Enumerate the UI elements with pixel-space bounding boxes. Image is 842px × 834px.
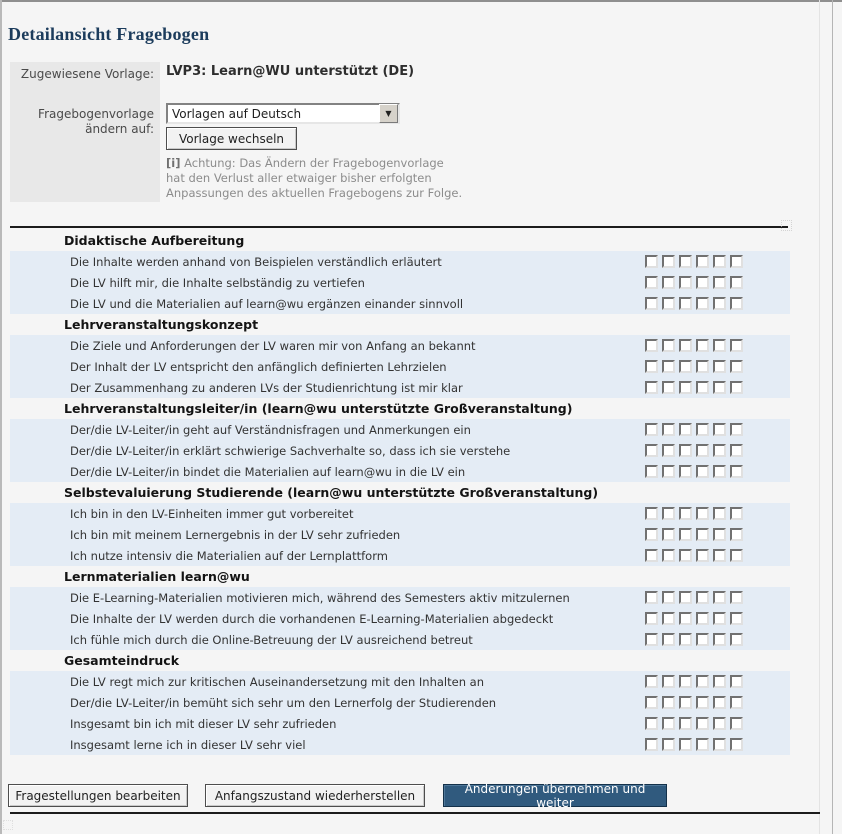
rating-checkbox[interactable] — [662, 465, 675, 478]
question-text: Die LV hilft mir, die Inhalte selbständig zu vertiefen — [70, 275, 365, 290]
rating-checkbox[interactable] — [679, 696, 692, 709]
rating-checkbox[interactable] — [679, 339, 692, 352]
rating-checkbox[interactable] — [730, 633, 743, 646]
rating-checkbox[interactable] — [645, 738, 658, 751]
question-row — [10, 356, 790, 377]
rating-checkbox[interactable] — [696, 717, 709, 730]
section-title: Gesamteindruck — [64, 653, 180, 668]
rating-checkbox[interactable] — [713, 465, 726, 478]
rating-checkbox[interactable] — [696, 255, 709, 268]
rating-checkbox[interactable] — [713, 381, 726, 394]
rating-checkbox[interactable] — [662, 255, 675, 268]
rating-checkbox[interactable] — [696, 675, 709, 688]
rating-checkbox[interactable] — [730, 339, 743, 352]
rating-checkbox[interactable] — [645, 255, 658, 268]
rating-checkbox[interactable] — [713, 738, 726, 751]
rating-checkbox[interactable] — [730, 444, 743, 457]
rating-checkbox[interactable] — [696, 612, 709, 625]
rating-checkbox-group — [645, 696, 743, 709]
rating-checkbox[interactable] — [730, 591, 743, 604]
rating-checkbox-group — [645, 528, 743, 541]
rating-checkbox[interactable] — [713, 444, 726, 457]
rating-checkbox[interactable] — [662, 360, 675, 373]
rating-checkbox[interactable] — [730, 297, 743, 310]
rating-checkbox[interactable] — [679, 255, 692, 268]
rating-checkbox[interactable] — [679, 381, 692, 394]
question-row — [10, 545, 790, 566]
question-text: Ich bin in den LV-Einheiten immer gut vorbereitet — [70, 506, 354, 521]
rating-checkbox[interactable] — [679, 528, 692, 541]
rating-checkbox[interactable] — [679, 465, 692, 478]
chevron-down-icon[interactable]: ▼ — [379, 104, 398, 123]
rating-checkbox-group — [645, 444, 743, 457]
question-text: Der/die LV-Leiter/in bindet die Materialien auf learn@wu in die LV ein — [70, 464, 466, 479]
rating-checkbox-group — [645, 738, 743, 751]
question-row — [10, 629, 790, 650]
rating-checkbox[interactable] — [730, 675, 743, 688]
rating-checkbox[interactable] — [696, 696, 709, 709]
rating-checkbox[interactable] — [713, 675, 726, 688]
rating-checkbox[interactable] — [679, 633, 692, 646]
rating-checkbox[interactable] — [679, 444, 692, 457]
question-row — [10, 419, 790, 440]
rating-checkbox[interactable] — [645, 696, 658, 709]
question-text: Die Ziele und Anforderungen der LV waren mir von Anfang an bekannt — [70, 338, 476, 353]
info-icon: [i] — [166, 156, 181, 170]
rating-checkbox[interactable] — [730, 717, 743, 730]
question-text: Der/die LV-Leiter/in geht auf Verständnisfragen und Anmerkungen ein — [70, 422, 471, 437]
rating-checkbox[interactable] — [696, 465, 709, 478]
rating-checkbox[interactable] — [662, 423, 675, 436]
table-top-divider — [10, 226, 788, 228]
rating-checkbox[interactable] — [696, 591, 709, 604]
section-title: Lernmaterialien learn@wu — [64, 569, 250, 584]
rating-checkbox[interactable] — [730, 360, 743, 373]
rating-checkbox[interactable] — [696, 339, 709, 352]
rating-checkbox[interactable] — [696, 276, 709, 289]
rating-checkbox[interactable] — [662, 276, 675, 289]
questionnaire-table — [10, 230, 790, 755]
question-text: Der Inhalt der LV entspricht den anfänglich definierten Lehrzielen — [70, 359, 447, 374]
rating-checkbox-group — [645, 423, 743, 436]
rating-checkbox[interactable] — [662, 696, 675, 709]
page-title: Detailansicht Fragebogen — [8, 24, 210, 45]
question-row — [10, 608, 790, 629]
rating-checkbox[interactable] — [662, 339, 675, 352]
rating-checkbox[interactable] — [662, 675, 675, 688]
rating-checkbox[interactable] — [645, 381, 658, 394]
question-row — [10, 335, 790, 356]
template-select[interactable] — [166, 103, 400, 124]
rating-checkbox-group — [645, 255, 743, 268]
table-bottom-divider — [10, 812, 820, 814]
rating-checkbox[interactable] — [730, 381, 743, 394]
rating-checkbox[interactable] — [713, 339, 726, 352]
question-row — [10, 734, 790, 755]
rating-checkbox[interactable] — [645, 297, 658, 310]
rating-checkbox[interactable] — [662, 507, 675, 520]
rating-checkbox[interactable] — [645, 360, 658, 373]
assigned-template-value: LVP3: Learn@WU unterstützt (DE) — [166, 64, 415, 79]
rating-checkbox[interactable] — [645, 549, 658, 562]
rating-checkbox[interactable] — [696, 381, 709, 394]
question-row — [10, 524, 790, 545]
rating-checkbox[interactable] — [713, 360, 726, 373]
rating-checkbox[interactable] — [730, 528, 743, 541]
rating-checkbox[interactable] — [679, 423, 692, 436]
section-title: Didaktische Aufbereitung — [64, 233, 245, 248]
rating-checkbox[interactable] — [662, 717, 675, 730]
question-text: Insgesamt lerne ich in dieser LV sehr viel — [70, 737, 306, 752]
rating-checkbox[interactable] — [713, 423, 726, 436]
rating-checkbox[interactable] — [662, 444, 675, 457]
question-text: Die LV und die Materialien auf learn@wu ergänzen einander sinnvoll — [70, 296, 464, 311]
section-header-row — [10, 230, 790, 251]
question-text: Die LV regt mich zur kritischen Auseinandersetzung mit den Inhalten an — [70, 674, 484, 689]
rating-checkbox[interactable] — [696, 549, 709, 562]
rating-checkbox[interactable] — [679, 297, 692, 310]
rating-checkbox-group — [645, 360, 743, 373]
rating-checkbox[interactable] — [662, 633, 675, 646]
question-text: Ich bin mit meinem Lernergebnis in der LV sehr zufrieden — [70, 527, 401, 542]
rating-checkbox[interactable] — [679, 675, 692, 688]
edit-questions-button[interactable]: Fragestellungen bearbeiten — [8, 784, 188, 807]
rating-checkbox[interactable] — [645, 339, 658, 352]
assigned-template-label: Zugewiesene Vorlage: — [20, 67, 154, 81]
apply-changes-button[interactable]: Änderungen übernehmen und weiter — [443, 784, 667, 807]
rating-checkbox-group — [645, 297, 743, 310]
question-row — [10, 440, 790, 461]
rating-checkbox-group — [645, 591, 743, 604]
rating-checkbox[interactable] — [662, 738, 675, 751]
rating-checkbox-group — [645, 612, 743, 625]
rating-checkbox-group — [645, 276, 743, 289]
rating-checkbox[interactable] — [713, 528, 726, 541]
rating-checkbox[interactable] — [713, 297, 726, 310]
window-edge-left — [0, 0, 2, 834]
question-text: Ich nutze intensiv die Materialien auf der Lernplattform — [70, 548, 388, 563]
rating-checkbox[interactable] — [645, 633, 658, 646]
section-title: Lehrveranstaltungskonzept — [64, 317, 259, 332]
question-row — [10, 587, 790, 608]
question-row — [10, 461, 790, 482]
rating-checkbox[interactable] — [730, 465, 743, 478]
rating-checkbox[interactable] — [713, 633, 726, 646]
rating-checkbox[interactable] — [730, 507, 743, 520]
question-text: Der Zusammenhang zu anderen LVs der Studienrichtung ist mir klar — [70, 380, 463, 395]
rating-checkbox[interactable] — [696, 633, 709, 646]
rating-checkbox[interactable] — [713, 696, 726, 709]
rating-checkbox-group — [645, 465, 743, 478]
rating-checkbox[interactable] — [713, 717, 726, 730]
rating-checkbox[interactable] — [645, 507, 658, 520]
rating-checkbox[interactable] — [679, 276, 692, 289]
rating-checkbox[interactable] — [713, 276, 726, 289]
rating-checkbox[interactable] — [713, 549, 726, 562]
question-text: Die Inhalte der LV werden durch die vorhandenen E-Learning-Materialien abgedeckt — [70, 611, 554, 626]
rating-checkbox[interactable] — [679, 507, 692, 520]
template-change-warning — [166, 156, 466, 201]
change-template-label: Fragebogenvorlage ändern auf: — [38, 107, 154, 136]
rating-checkbox[interactable] — [713, 591, 726, 604]
section-header-row — [10, 314, 790, 335]
rating-checkbox[interactable] — [696, 528, 709, 541]
section-header-row — [10, 398, 790, 419]
resize-handle-icon — [3, 820, 13, 830]
rating-checkbox[interactable] — [696, 423, 709, 436]
rating-checkbox[interactable] — [679, 612, 692, 625]
rating-checkbox[interactable] — [645, 276, 658, 289]
rating-checkbox[interactable] — [713, 255, 726, 268]
question-row — [10, 692, 790, 713]
rating-checkbox[interactable] — [679, 717, 692, 730]
rating-checkbox[interactable] — [645, 591, 658, 604]
rating-checkbox[interactable] — [730, 423, 743, 436]
rating-checkbox-group — [645, 339, 743, 352]
rating-checkbox[interactable] — [645, 423, 658, 436]
rating-checkbox[interactable] — [696, 444, 709, 457]
rating-checkbox[interactable] — [679, 549, 692, 562]
template-select-value: Vorlagen auf Deutsch — [172, 106, 302, 121]
rating-checkbox-group — [645, 549, 743, 562]
rating-checkbox[interactable] — [713, 507, 726, 520]
rating-checkbox[interactable] — [662, 612, 675, 625]
window-edge-top — [0, 0, 842, 2]
rating-checkbox[interactable] — [696, 297, 709, 310]
question-row — [10, 713, 790, 734]
question-row — [10, 503, 790, 524]
rating-checkbox[interactable] — [696, 507, 709, 520]
change-template-button[interactable]: Vorlage wechseln — [166, 127, 297, 150]
rating-checkbox[interactable] — [730, 738, 743, 751]
rating-checkbox[interactable] — [645, 528, 658, 541]
rating-checkbox[interactable] — [730, 696, 743, 709]
section-title: Lehrveranstaltungsleiter/in (learn@wu unterstützte Großveranstaltung) — [64, 401, 573, 416]
rating-checkbox[interactable] — [713, 612, 726, 625]
question-text: Der/die LV-Leiter/in erklärt schwierige Sachverhalte so, dass ich sie verstehe — [70, 443, 511, 458]
question-row — [10, 293, 790, 314]
rating-checkbox[interactable] — [645, 717, 658, 730]
rating-checkbox[interactable] — [662, 528, 675, 541]
restore-initial-state-button[interactable]: Anfangszustand wiederherstellen — [205, 784, 425, 807]
rating-checkbox-group — [645, 633, 743, 646]
question-row — [10, 272, 790, 293]
rating-checkbox[interactable] — [662, 297, 675, 310]
section-header-row — [10, 482, 790, 503]
question-row — [10, 671, 790, 692]
warning-text: Achtung: Das Ändern der Fragebogenvorlage hat den Verlust aller etwaiger bisher erfolgten Anpassungen des aktuellen Fragebogens zur Folge. — [166, 156, 463, 200]
question-text: Insgesamt bin ich mit dieser LV sehr zufrieden — [70, 716, 337, 731]
rating-checkbox-group — [645, 507, 743, 520]
rating-checkbox[interactable] — [679, 360, 692, 373]
question-text: Ich fühle mich durch die Online-Betreuung der LV ausreichend betreut — [70, 632, 473, 647]
rating-checkbox[interactable] — [645, 675, 658, 688]
window-edge-right-inner — [819, 0, 820, 834]
rating-checkbox[interactable] — [730, 612, 743, 625]
rating-checkbox[interactable] — [645, 612, 658, 625]
rating-checkbox[interactable] — [662, 381, 675, 394]
rating-checkbox[interactable] — [730, 276, 743, 289]
rating-checkbox[interactable] — [696, 360, 709, 373]
window-edge-right-outer — [832, 0, 833, 834]
question-text: Die E-Learning-Materialien motivieren mich, während des Semesters aktiv mitzulernen — [70, 590, 570, 605]
section-title: Selbstevaluierung Studierende (learn@wu unterstützte Großveranstaltung) — [64, 485, 599, 500]
rating-checkbox[interactable] — [662, 591, 675, 604]
rating-checkbox[interactable] — [645, 444, 658, 457]
rating-checkbox[interactable] — [730, 255, 743, 268]
rating-checkbox-group — [645, 675, 743, 688]
rating-checkbox[interactable] — [645, 465, 658, 478]
rating-checkbox-group — [645, 381, 743, 394]
rating-checkbox[interactable] — [696, 738, 709, 751]
question-text: Die Inhalte werden anhand von Beispielen verständlich erläutert — [70, 254, 442, 269]
section-header-row — [10, 650, 790, 671]
question-row — [10, 377, 790, 398]
rating-checkbox[interactable] — [679, 738, 692, 751]
question-text: Der/die LV-Leiter/in bemüht sich sehr um den Lernerfolg der Studierenden — [70, 695, 497, 710]
rating-checkbox[interactable] — [662, 549, 675, 562]
rating-checkbox[interactable] — [730, 549, 743, 562]
rating-checkbox-group — [645, 717, 743, 730]
rating-checkbox[interactable] — [679, 591, 692, 604]
section-header-row — [10, 566, 790, 587]
question-row — [10, 251, 790, 272]
